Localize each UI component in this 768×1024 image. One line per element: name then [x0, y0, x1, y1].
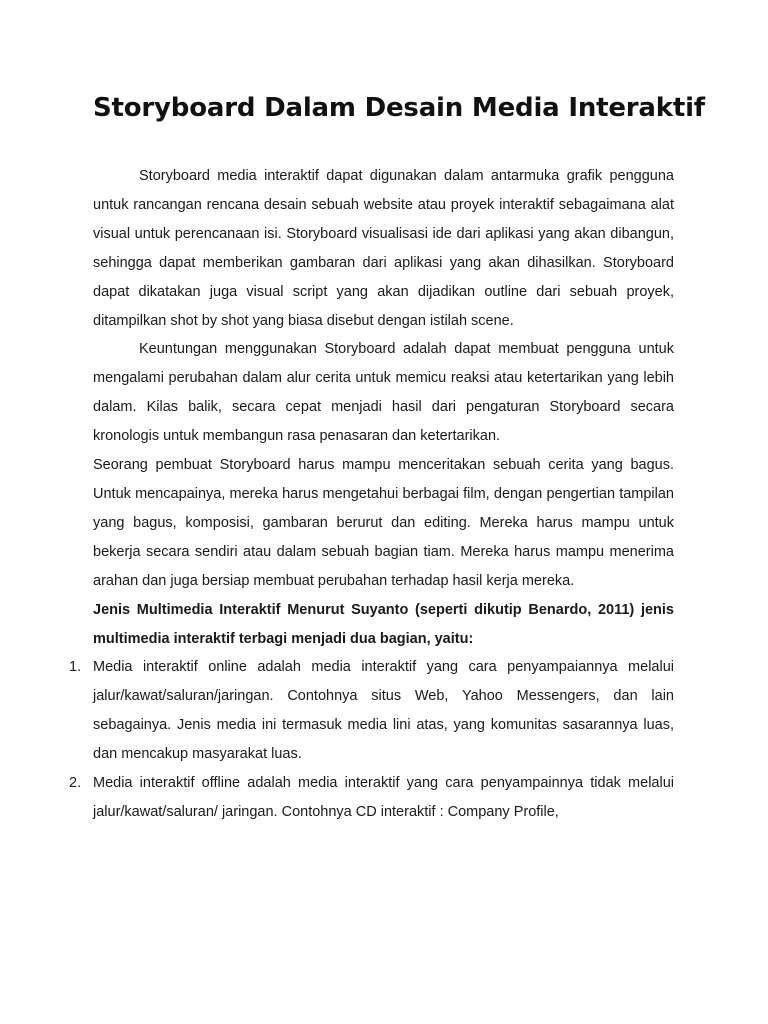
list-item: [69, 653, 674, 769]
paragraph-storyboard-definition: Storyboard media interaktif dapat digunakan dalam antarmuka grafik pengguna untuk rancangan rencana desain sebuah website atau proyek interaktif sebagaimana alat visual untuk perencanaan isi. Storyboard visualisasi ide dari aplikasi yang akan dibangun, sehingga dapat memberikan gambaran dari aplikasi yang akan dihasilkan. Storyboard dapat dikatakan juga visual script yang akan dijadikan outline dari sebuah proyek, ditampilkan shot by shot yang biasa disebut dengan istilah scene.: [93, 168, 674, 329]
paragraph-storyboard-maker: Seorang pembuat Storyboard harus mampu menceritakan sebuah cerita yang bagus. Untuk mencapainya, mereka harus mengetahui berbagai film, dengan pengertian tampilan yang bagus, komposisi, gambaran berurut dan editing. Mereka harus mampu untuk bekerja secara sendiri atau dalam sebuah bagian tiam. Mereka harus mampu menerima arahan dan juga bersiap membuat perubahan terhadap hasil kerja mereka.: [93, 457, 674, 589]
list-item-number: 1.: [69, 659, 82, 676]
paragraph-storyboard-advantages: Keuntungan menggunakan Storyboard adalah dapat membuat pengguna untuk mengalami perubahan dalam alur cerita untuk memicu reaksi atau ketertarikan yang lebih dalam. Kilas balik, secara cepat menjadi hasil dari pengaturan Storyboard secara kronologis untuk membangun rasa penasaran dan ketertarikan.: [93, 341, 674, 445]
document-title: Storyboard Dalam Desain Media Interaktif: [93, 93, 705, 123]
list-item-number: 2.: [69, 775, 82, 792]
multimedia-types-list: [69, 653, 674, 826]
list-item-text: Media interaktif offline adalah media interaktif yang cara penyampainnya tidak melalui jalur/kawat/saluran/ jaringan. Contohnya CD interaktif : Company Profile,: [93, 775, 674, 820]
document-body: [69, 162, 674, 827]
list-item: [69, 769, 674, 827]
list-item-text: Media interaktif online adalah media interaktif yang cara penyampaiannya melalui jalur/kawat/saluran/jaringan. Contohnya situs Web, Yahoo Messengers, dan lain sebagainya. Jenis media ini termasuk media lini atas, yang komunitas sasarannya luas, dan mencakup masyarakat luas.: [93, 659, 674, 763]
paragraph-multimedia-types-heading: Jenis Multimedia Interaktif Menurut Suyanto (seperti dikutip Benardo, 2011) jenis multimedia interaktif terbagi menjadi dua bagian, yaitu:: [93, 601, 674, 647]
